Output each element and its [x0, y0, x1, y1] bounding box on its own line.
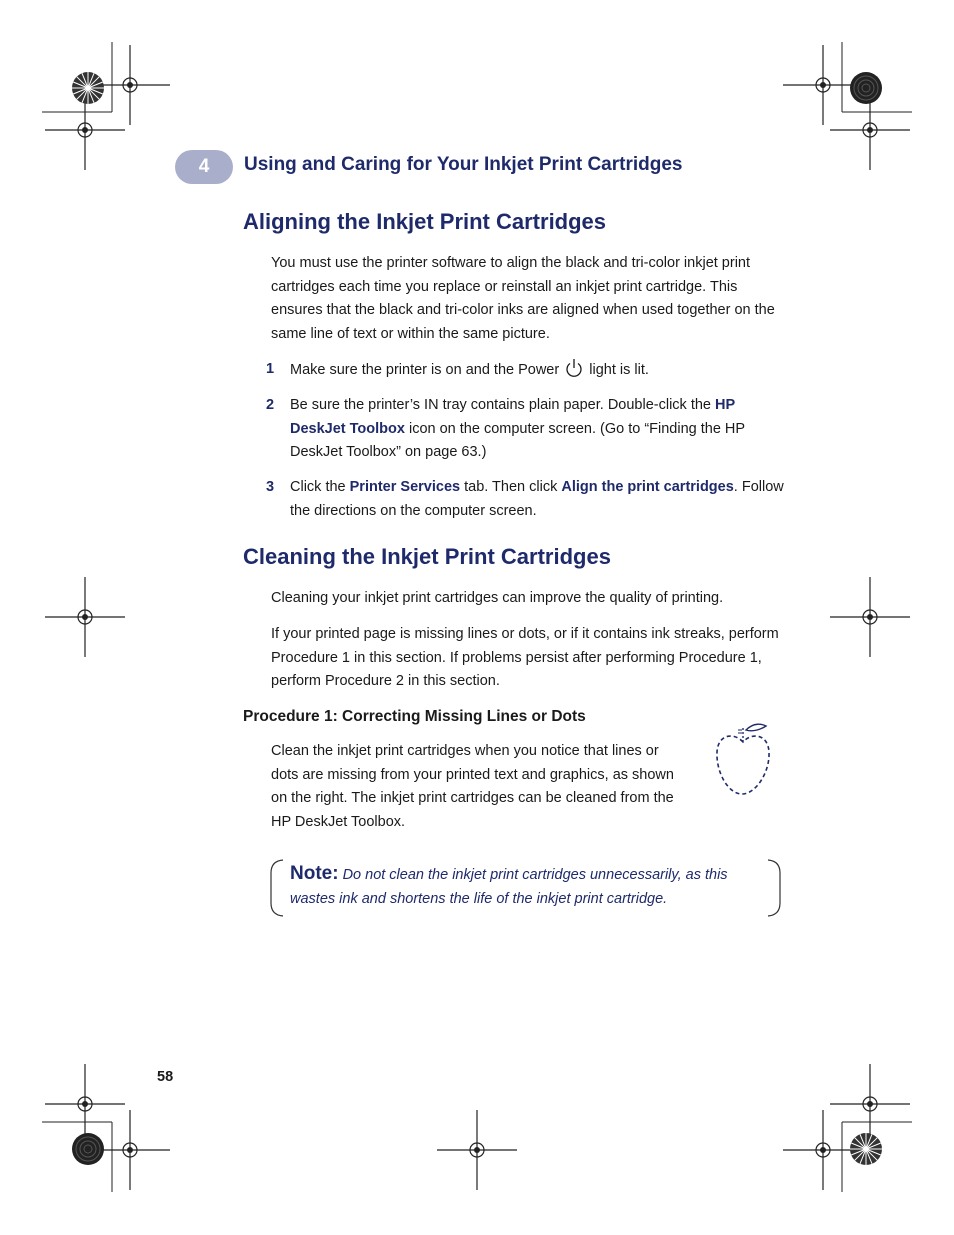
hp-deskjet-toolbox-term: HP DeskJet Toolbox — [290, 397, 735, 437]
step-number: 3 — [266, 479, 275, 495]
registration-target-bottom-right-a — [855, 1089, 885, 1119]
step-text-after: icon on the computer screen. (Go to “Finding the HP DeskJet Toolbox” on page 63.) — [290, 420, 745, 460]
step-text-before: Make sure the printer is on and the Power — [290, 362, 560, 378]
step-text-middle: tab. Then click — [464, 479, 558, 495]
note-body: Do not clean the inkjet print cartridges unnecessarily, as this wastes ink and shortens the life of the inkjet print cartridge. — [290, 867, 728, 907]
registration-target-top-right-a — [808, 70, 838, 100]
registration-target-bottom-left-b — [115, 1135, 145, 1165]
cleaning-paragraph-2: If your printed page is missing lines or dots, or if it contains ink streaks, perform Procedure 1 in this section. If problems persist after performing Procedure 1, perform Procedure 2 in this section. — [271, 626, 779, 689]
registration-target-top-left-a — [115, 70, 145, 100]
starburst-target-top-right — [849, 71, 883, 105]
chapter-number-tab: 4 — [175, 150, 233, 184]
starburst-target-top-left — [71, 71, 105, 105]
registration-target-mid-left — [70, 602, 100, 632]
apple-icon — [712, 722, 774, 798]
registration-target-bottom-left-a — [70, 1089, 100, 1119]
step-text — [290, 358, 785, 383]
step-text-after: . Follow the directions on the computer screen. — [290, 479, 784, 519]
starburst-target-bottom-left — [71, 1132, 105, 1166]
step-number: 1 — [266, 361, 275, 377]
section-heading-aligning: Aligning the Inkjet Print Cartridges — [243, 209, 607, 234]
align-print-cartridges-term: Align the print cartridges — [561, 479, 734, 495]
step-text — [290, 476, 785, 523]
step-text-after: light is lit. — [589, 362, 649, 378]
procedure-1-heading: Procedure 1: Correcting Missing Lines or Dots — [243, 708, 586, 725]
step-text — [290, 394, 785, 465]
note-box — [270, 859, 781, 917]
step-text-before: Click the — [290, 479, 346, 495]
page-number: 58 — [157, 1069, 174, 1085]
aligning-intro-paragraph: You must use the printer software to align the black and tri-color inkjet print cartridges each time you replace or reinstall an inkjet print cartridge. This ensures that the black and tri-color inks are aligned when used together on the same line of text or within the same picture. — [271, 255, 775, 342]
note-bracket-left — [270, 859, 284, 917]
note-text — [290, 862, 760, 911]
starburst-target-bottom-right — [849, 1132, 883, 1166]
step-number: 2 — [266, 397, 275, 413]
printer-services-term: Printer Services — [349, 479, 461, 495]
procedure-1-paragraph: Clean the inkjet print cartridges when you notice that lines or dots are missing from your printed text and graphics, as shown on the right. The inkjet print cartridges can be cleaned from the HP DeskJet Toolbox. — [271, 743, 674, 830]
note-label: Note: — [290, 863, 339, 884]
registration-target-top-right-b — [855, 115, 885, 145]
power-icon — [565, 358, 583, 378]
cleaning-paragraph-1: Cleaning your inkjet print cartridges can improve the quality of printing. — [271, 590, 724, 606]
chapter-title: Using and Caring for Your Inkjet Print Cartridges — [244, 154, 683, 175]
registration-target-mid-right — [855, 602, 885, 632]
registration-target-top-left-b — [70, 115, 100, 145]
step-text-before: Be sure the printer’s IN tray contains plain paper. Double-click the — [290, 397, 711, 413]
note-bracket-right — [767, 859, 781, 917]
section-heading-cleaning: Cleaning the Inkjet Print Cartridges — [243, 544, 611, 569]
registration-target-bottom-center — [462, 1135, 492, 1165]
registration-target-bottom-right-b — [808, 1135, 838, 1165]
